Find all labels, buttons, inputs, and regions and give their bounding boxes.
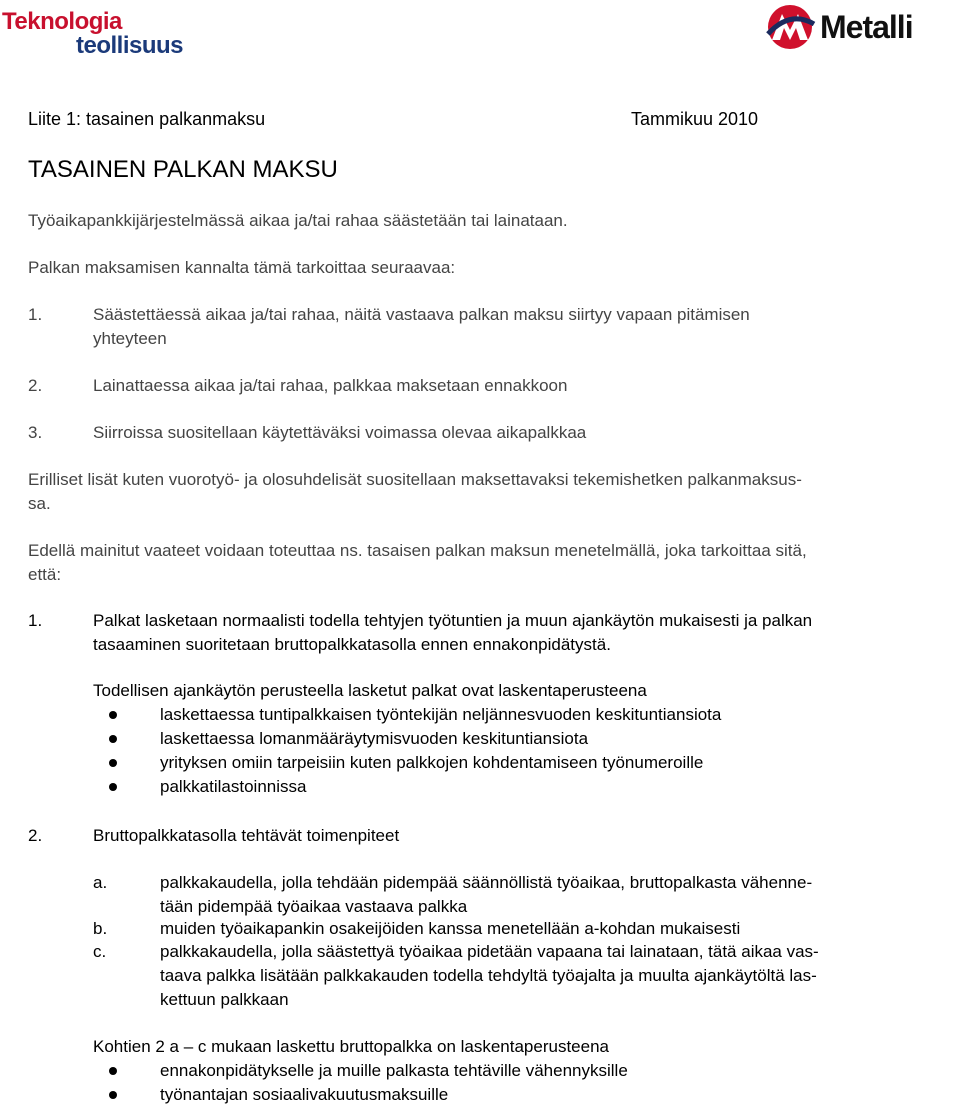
- sublist-letter-b: b.: [93, 919, 108, 938]
- bullets2-item-1: ennakonpidätykselle ja muille palkasta tehtäville vähennyksille: [160, 1061, 628, 1080]
- sublist-a-line1: palkkakaudella, jolla tehdään pidempää säännöllistä työaikaa, bruttopalkasta vähenne-: [160, 873, 813, 892]
- list1-item-1-line2: yhteyteen: [93, 329, 167, 348]
- logo-right-word: Metalli: [820, 9, 913, 45]
- item1-line1: Palkat lasketaan normaalisti todella tehtyjen työtuntien ja muun ajankäytön mukaisesti ja palkan: [93, 611, 813, 630]
- logo-left-line2: teollisuus: [76, 32, 184, 59]
- bullet-dot-icon: [109, 759, 117, 767]
- para2-line2: että:: [28, 565, 62, 584]
- sublist-letter-c: c.: [93, 942, 107, 961]
- sublist-b-line1: muiden työaikapankin osakeijöiden kanssa menetellään a-kohdan mukaisesti: [160, 919, 741, 938]
- bullet-dot-icon: [109, 711, 117, 719]
- teknologiateollisuus-logo: [2, 10, 183, 58]
- list1-num-2: 2.: [28, 376, 43, 395]
- item2-line1: Bruttopalkkatasolla tehtävät toimenpiteet: [93, 826, 400, 845]
- bullet-dot-icon: [109, 735, 117, 743]
- sublist-c-line3: kettuun palkkaan: [160, 990, 289, 1009]
- page-title: TASAINEN PALKAN MAKSU: [28, 156, 338, 183]
- item1-line2: tasaaminen suoritetaan bruttopalkkatasolla ennen ennakonpidätystä.: [93, 635, 611, 654]
- bullets1-item-1: laskettaessa tuntipalkkaisen työntekijän neljännesvuoden keskituntiansiota: [160, 705, 722, 724]
- sublist-c-line2: taava palkka lisätään palkkakauden todella tehdyltä työajalta ja muulta ajankäytöltä las-: [160, 966, 817, 985]
- header-left: Liite 1: tasainen palkanmaksu: [28, 109, 266, 129]
- intro-line-1: Työaikapankkijärjestelmässä aikaa ja/tai rahaa säästetään tai lainataan.: [28, 211, 568, 230]
- sublist-a-line2: tään pidempää työaikaa vastaava palkka: [160, 897, 468, 916]
- bullet-dot-icon: [109, 783, 117, 791]
- para2-line1: Edellä mainitut vaateet voidaan toteuttaa ns. tasaisen palkan maksun menetelmällä, joka tarkoittaa sitä,: [28, 541, 807, 560]
- para1-line2: sa.: [28, 494, 51, 513]
- bullet-dot-icon: [109, 1091, 117, 1099]
- bullets1-item-3: yrityksen omiin tarpeisiin kuten palkkojen kohdentamiseen työnumeroille: [160, 753, 704, 772]
- item1-num: 1.: [28, 611, 43, 630]
- bullets1-item-4: palkkatilastoinnissa: [160, 777, 307, 796]
- list1-num-1: 1.: [28, 305, 43, 324]
- bullets2-item-2: työnantajan sosiaalivakuutusmaksuille: [160, 1085, 449, 1104]
- basis2-text: Kohtien 2 a – c mukaan laskettu bruttopalkka on laskentaperusteena: [93, 1037, 610, 1056]
- intro-line-2: Palkan maksamisen kannalta tämä tarkoittaa seuraavaa:: [28, 258, 456, 277]
- bullet-dot-icon: [109, 1067, 117, 1075]
- list1-item-3: Siirroissa suositellaan käytettäväksi voimassa olevaa aikapalkkaa: [93, 423, 587, 442]
- item2-num: 2.: [28, 826, 43, 845]
- sublist-c-line1: palkkakaudella, jolla säästettyä työaikaa pidetään vapaana tai lainataan, tätä aikaa vas-: [160, 942, 819, 961]
- basis1-text: Todellisen ajankäytön perusteella lasketut palkat ovat laskentaperusteena: [93, 681, 647, 700]
- list1-num-3: 3.: [28, 423, 43, 442]
- bullets1-item-2: laskettaessa lomanmääräytymisvuoden keskituntiansiota: [160, 729, 589, 748]
- list1-item-2: Lainattaessa aikaa ja/tai rahaa, palkkaa maksetaan ennakkoon: [93, 376, 568, 395]
- logo-left-line1: Teknologia: [2, 8, 122, 35]
- metalli-emblem-icon: [762, 4, 818, 50]
- para1-line1: Erilliset lisät kuten vuorotyö- ja olosuhdelisät suositellaan maksettavaksi tekemishetken palkanmaksus-: [28, 470, 802, 489]
- header-date: Tammikuu 2010: [631, 109, 759, 129]
- metalli-logo: [762, 2, 932, 50]
- sublist-letter-a: a.: [93, 873, 108, 892]
- list1-item-1-line1: Säästettäessä aikaa ja/tai rahaa, näitä vastaava palkan maksu siirtyy vapaan pitämisen: [93, 305, 750, 324]
